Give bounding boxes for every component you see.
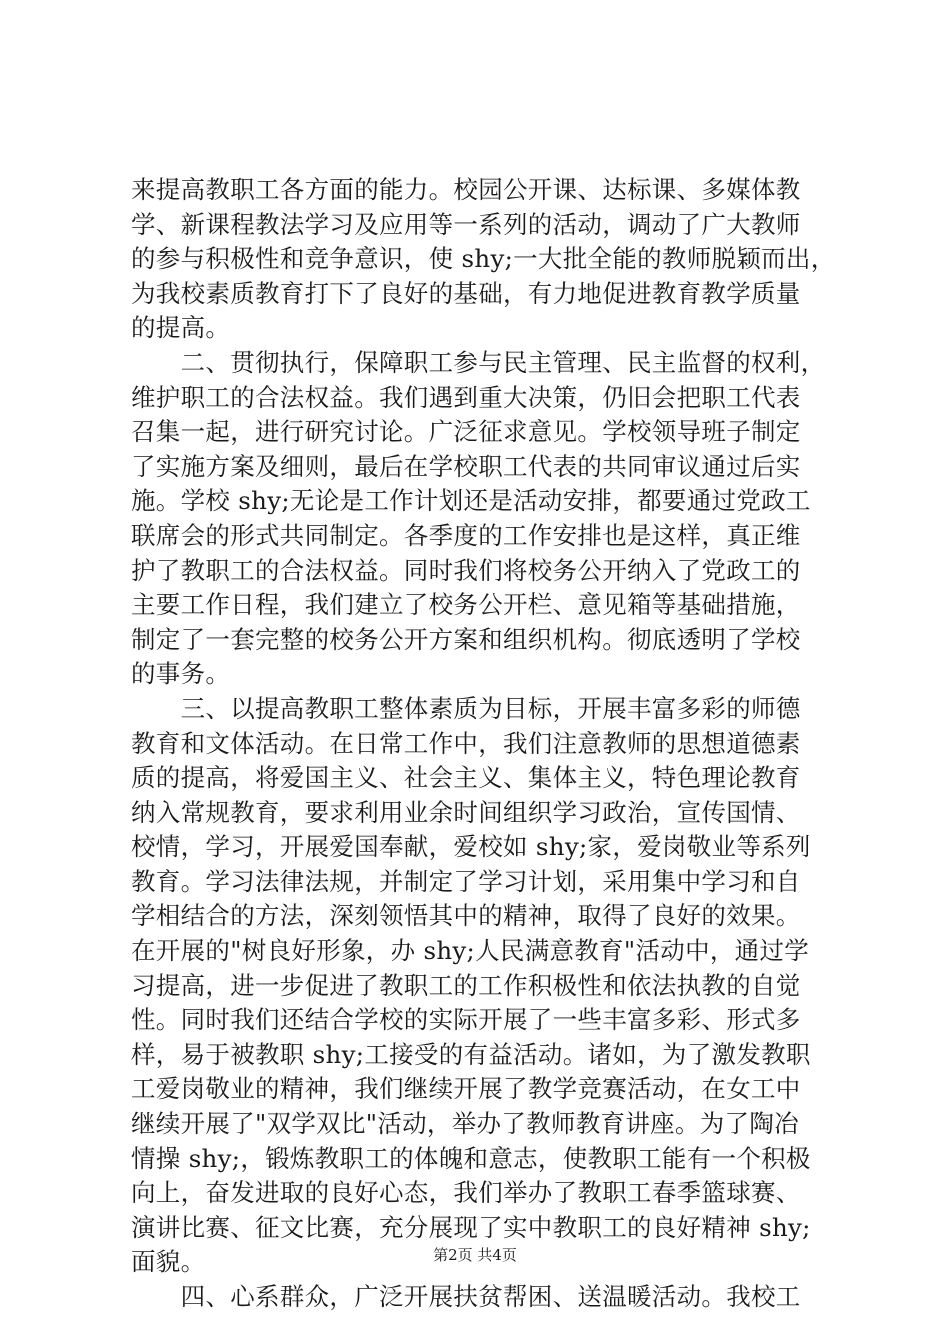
text-line: 维护职工的合法权益。我们遇到重大决策，仍旧会把职工代表 <box>131 382 801 412</box>
text-line: 纳入常规教育，要求利用业余时间组织学习政治，宣传国情、 <box>131 797 801 827</box>
text-line: 制定了一套完整的校务公开方案和组织机构。彻底透明了学校 <box>131 624 801 654</box>
text-line: 联席会的形式共同制定。各季度的工作安排也是这样，真正维 <box>131 520 801 550</box>
text-line: 工爱岗敬业的精神，我们继续开展了教学竞赛活动，在女工中 <box>131 1074 801 1104</box>
text-line: 继续开展了"双学双比"活动，举办了教师教育讲座。为了陶冶 <box>131 1109 799 1139</box>
text-line: 为我校素质教育打下了良好的基础，有力地促进教育教学质量 <box>131 278 801 308</box>
text-line: 质的提高，将爱国主义、社会主义、集体主义，特色理论教育 <box>131 763 801 793</box>
text-line: 三、以提高教职工整体素质为目标，开展丰富多彩的师德 <box>131 693 801 723</box>
text-line: 召集一起，进行研究讨论。广泛征求意见。学校领导班子制定 <box>131 417 801 447</box>
text-line: 施。学校 shy;无论是工作计划还是活动安排，都要通过党政工 <box>131 486 811 516</box>
text-line: 了实施方案及细则，最后在学校职工代表的共同审议通过后实 <box>131 451 801 481</box>
text-line: 情操 shy;，锻炼教职工的体魄和意志，使教职工能有一个积极 <box>131 1143 811 1173</box>
text-line: 来提高教职工各方面的能力。校园公开课、达标课、多媒体教 <box>131 175 801 204</box>
text-line: 的事务。 <box>131 659 231 689</box>
body-text <box>131 173 836 1315</box>
text-line: 面貌。 <box>131 1247 206 1277</box>
text-line: 的提高。 <box>131 313 231 343</box>
text-line: 二、贯彻执行，保障职工参与民主管理、民主监督的权利， <box>131 347 826 377</box>
text-line: 样，易于被教职 shy;工接受的有益活动。诸如，为了激发教职 <box>131 1039 811 1069</box>
page-footer: 第2页 共4页 <box>433 1246 517 1264</box>
text-line: 演讲比赛、征文比赛，充分展现了实中教职工的良好精神 shy; <box>131 1212 811 1242</box>
text-line: 教育和文体活动。在日常工作中，我们注意教师的思想道德素 <box>131 728 801 758</box>
text-line: 习提高，进一步促进了教职工的工作积极性和依法执教的自觉 <box>131 970 801 1000</box>
text-line: 的参与积极性和竞争意识，使 shy;一大批全能的教师脱颖而出， <box>131 244 836 274</box>
text-line: 性。同时我们还结合学校的实际开展了一些丰富多彩、形式多 <box>131 1005 801 1035</box>
text-line: 护了教职工的合法权益。同时我们将校务公开纳入了党政工的 <box>131 555 801 585</box>
text-line: 学、新课程教法学习及应用等一系列的活动，调动了广大教师 <box>131 209 801 239</box>
text-line: 教育。学习法律法规，并制定了学习计划，采用集中学习和自 <box>131 866 801 896</box>
text-line: 在开展的"树良好形象，办 shy;人民满意教育"活动中，通过学 <box>131 936 810 966</box>
text-line: 主要工作日程，我们建立了校务公开栏、意见箱等基础措施， <box>131 590 801 620</box>
text-line: 学相结合的方法，深刻领悟其中的精神，取得了良好的效果。 <box>131 901 801 931</box>
text-line: 四、心系群众，广泛开展扶贫帮困、送温暖活动。我校工 <box>131 1282 801 1311</box>
text-line: 校情，学习，开展爱国奉献，爱校如 shy;家，爱岗敬业等系列 <box>131 832 811 862</box>
text-line: 向上，奋发进取的良好心态，我们举办了教职工春季篮球赛、 <box>131 1178 801 1208</box>
